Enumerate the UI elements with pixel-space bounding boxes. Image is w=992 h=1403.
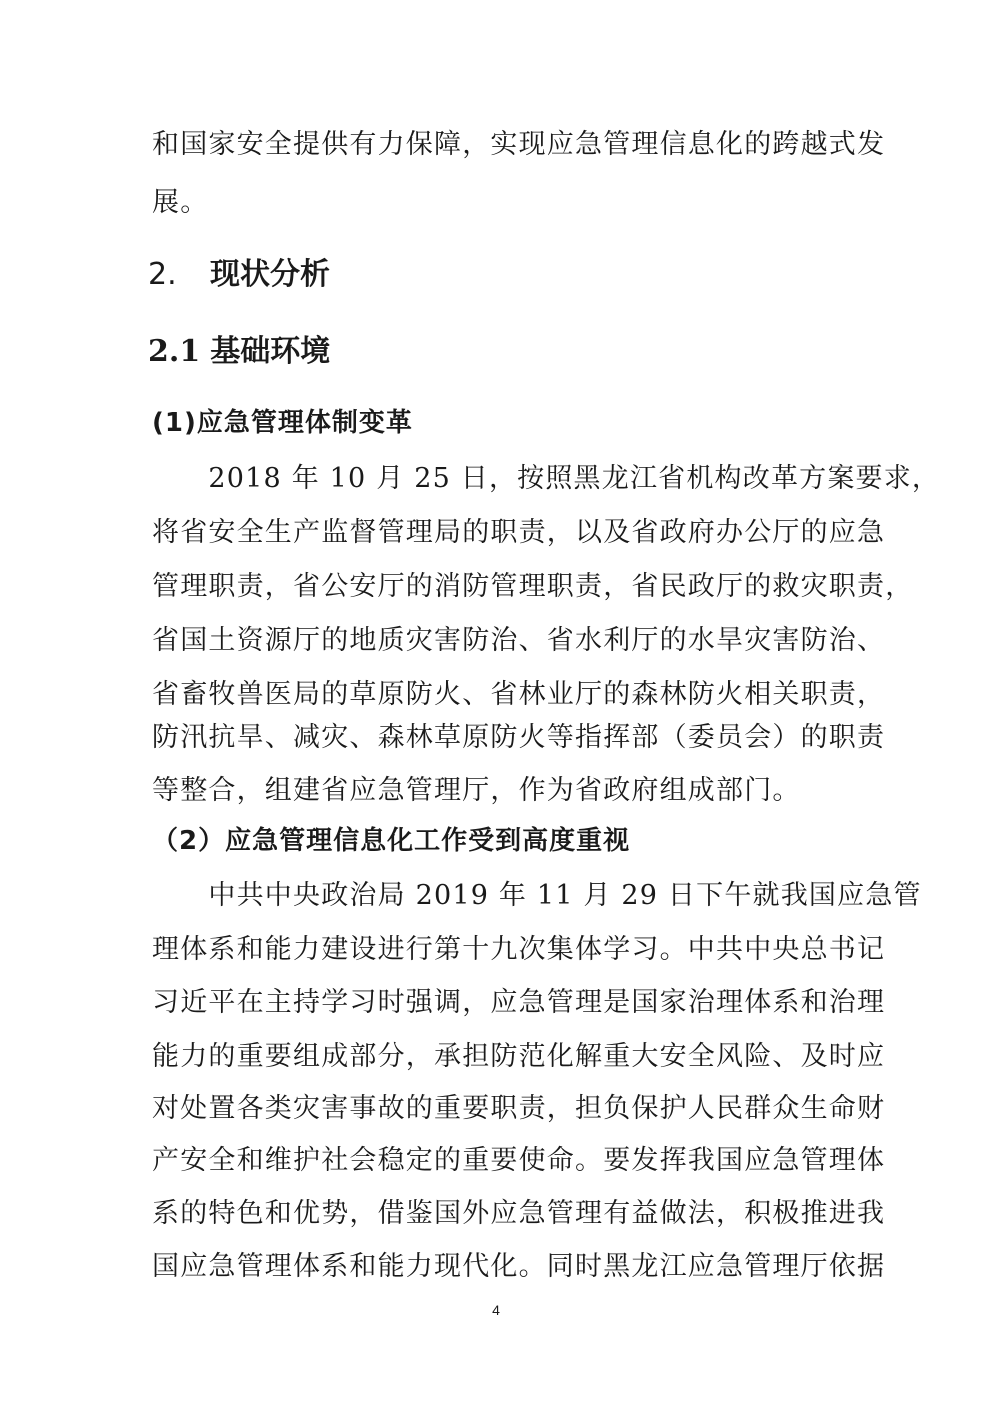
section-2-heading — [148, 255, 330, 295]
subsection-1-line-2: 将省安全生产监督管理局的职责，以及省政府办公厅的应急 — [152, 517, 886, 548]
subsection-1-heading: (1)应急管理体制变革 — [152, 408, 413, 438]
page-number: 4 — [492, 1302, 500, 1318]
subsection-1-line-1: 2018 年 10 月 25 日，按照黑龙江省机构改革方案要求， — [152, 463, 941, 494]
subsection-1-line-7: 等整合，组建省应急管理厅，作为省政府组成部门。 — [152, 775, 801, 806]
subsection-1-line-5: 省畜牧兽医局的草原防火、省林业厅的森林防火相关职责， — [152, 679, 886, 710]
section-2-title: 现状分析 — [210, 257, 330, 292]
subsection-2-heading: （2）应急管理信息化工作受到高度重视 — [152, 826, 631, 856]
subsection-1-line-4: 省国土资源厅的地质灾害防治、省水利厅的水旱灾害防治、 — [152, 625, 886, 656]
section-2-1-heading — [148, 332, 330, 372]
intro-line-2: 展。 — [152, 187, 209, 218]
subsection-2-line-7: 系的特色和优势，借鉴国外应急管理有益做法，积极推进我 — [152, 1198, 886, 1229]
subsection-2-line-6: 产安全和维护社会稳定的重要使命。要发挥我国应急管理体 — [152, 1145, 886, 1176]
subsection-2-line-4: 能力的重要组成部分，承担防范化解重大安全风险、及时应 — [152, 1041, 886, 1072]
subsection-2-line-2: 理体系和能力建设进行第十九次集体学习。中共中央总书记 — [152, 934, 886, 965]
subsection-2-line-1: 中共中央政治局 2019 年 11 月 29 日下午就我国应急管 — [152, 880, 922, 911]
subsection-2-line-8: 国应急管理体系和能力现代化。同时黑龙江应急管理厅依据 — [152, 1251, 886, 1282]
subsection-2-line-5: 对处置各类灾害事故的重要职责，担负保护人民群众生命财 — [152, 1093, 886, 1124]
subsection-1-line-3: 管理职责，省公安厅的消防管理职责，省民政厅的救灾职责， — [152, 571, 914, 602]
subsection-2-line-3: 习近平在主持学习时强调，应急管理是国家治理体系和治理 — [152, 987, 886, 1018]
section-2-number: 2. — [148, 257, 177, 292]
intro-line-1: 和国家安全提供有力保障，实现应急管理信息化的跨越式发 — [152, 129, 886, 160]
section-2-1-title: 基础环境 — [210, 334, 331, 369]
subsection-1-line-6: 防汛抗旱、减灾、森林草原防火等指挥部（委员会）的职责 — [152, 722, 886, 753]
section-2-1-number: 2.1 — [148, 334, 201, 369]
